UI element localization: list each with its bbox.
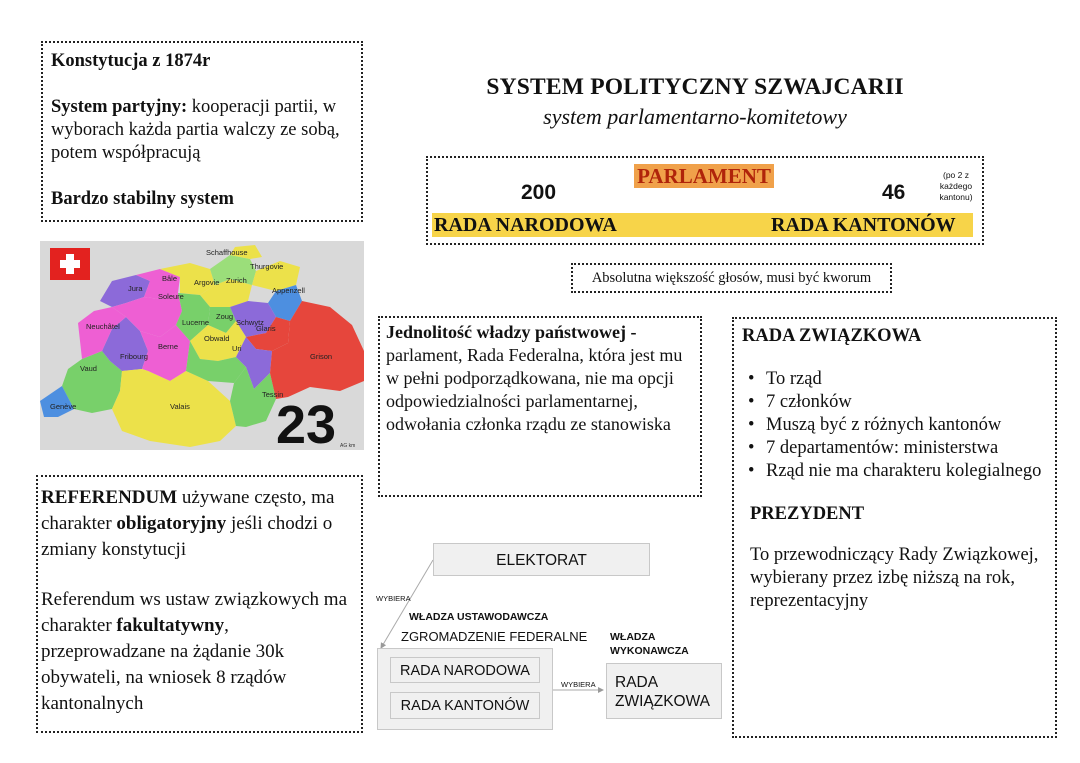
unity-heading: Jednolitość władzy państwowej -	[386, 322, 637, 342]
party-system-label: System partyjny:	[51, 97, 188, 117]
council-of-states-note: (po 2 z każdego kantonu)	[939, 170, 973, 202]
canton-label: Fribourg	[120, 352, 148, 361]
canton-label: Obwald	[204, 334, 230, 343]
canton-label: Schwytz	[236, 318, 264, 327]
federal-council-diagram-box	[606, 663, 722, 719]
electorate-box: ELEKTORAT	[433, 543, 650, 576]
executive-label-line: WŁADZA	[610, 631, 656, 643]
canton-label: Bâle	[162, 274, 178, 283]
referendum-text: używane często, ma charakter	[41, 487, 335, 534]
canton-label: Glaris	[256, 324, 276, 333]
federal-council-line: ZWIĄZKOWA	[615, 693, 710, 710]
elects-label: WYBIERA	[376, 594, 411, 603]
party-system-text: kooperacji partii, w wyborach każda partia walczy ze sobą, potem współpracują	[51, 97, 340, 163]
canton-label: Neuchâtel	[86, 322, 120, 331]
president-heading: PREZYDENT	[750, 504, 865, 524]
parliament-label: PARLAMENT	[634, 164, 774, 188]
national-council-label: RADA NARODOWA	[434, 214, 617, 236]
referendum-text: Referendum ws ustaw związkowych ma charakter	[41, 589, 348, 636]
canton-label: Vaud	[80, 364, 97, 373]
elects-label: WYBIERA	[561, 680, 596, 689]
map-credit: AG km	[340, 443, 356, 449]
referendum-obligatory: obligatoryjny	[116, 513, 227, 534]
canton-label: Genève	[50, 402, 77, 411]
constitution-heading: Konstytucja z 1874r	[51, 51, 211, 71]
page-title: SYSTEM POLITYCZNY SZWAJCARII	[486, 74, 904, 100]
council-of-states-seats: 46	[882, 181, 906, 204]
canton-count: 23	[276, 395, 337, 450]
executive-label-line: WYKONAWCZA	[610, 645, 689, 657]
canton-label: Zurich	[226, 276, 247, 285]
list-item: • 7 departamentów: ministerstwa	[760, 437, 1047, 460]
canton-label: Grison	[310, 352, 333, 361]
canton-label: Thurgovie	[250, 262, 284, 271]
majority-note: Absolutna większość głosów, musi być kworum	[571, 263, 892, 293]
canton-label: Soleure	[158, 292, 184, 301]
list-item: • Rząd nie ma charakteru kolegialnego	[760, 460, 1047, 483]
canton-label: Argovie	[194, 278, 220, 287]
referendum-optional: fakultatywny	[116, 615, 225, 636]
national-council-seats: 200	[521, 181, 557, 204]
legislative-label: WŁADZA USTAWODAWCZA	[409, 611, 549, 623]
canton-label: Valais	[170, 402, 190, 411]
canton-label: Uri	[232, 344, 242, 353]
federal-council-heading: RADA ZWIĄZKOWA	[742, 326, 922, 346]
canton-label: Berne	[158, 342, 179, 351]
canton-label: Lucerne	[182, 318, 210, 327]
list-item: • Muszą być z różnych kantonów	[760, 414, 1047, 437]
referendum-heading: REFERENDUM	[41, 487, 178, 508]
canton-label: Jura	[128, 284, 143, 293]
page-subtitle: system parlamentarno-komitetowy	[543, 104, 847, 129]
unity-text: parlament, Rada Federalna, która jest mu w pełni podporządkowana, nie ma opcji odpowiedzialności parlamentarnej, odwołania członka rządu ze stanowiska	[386, 345, 683, 434]
federal-assembly-label: ZGROMADZENIE FEDERALNE	[401, 629, 588, 644]
list-item: • 7 członków	[760, 391, 1047, 414]
canton-label: Tessin	[262, 390, 284, 399]
referendum-text: , przeprowadzane na żądanie 30k obywateli, na wniosek 8 rządów kantonalnych	[41, 615, 287, 714]
president-text: To przewodniczący Rady Związkowej, wybierany przez izbę niższą na rok, reprezentacyjny	[750, 545, 1039, 611]
canton-label: Zoug	[216, 312, 234, 321]
executive-label	[610, 630, 689, 658]
referendum-text: jeśli chodzi o zmiany konstytucji	[41, 513, 333, 560]
canton-label: Appenzell	[272, 286, 305, 295]
national-council-box: RADA NARODOWA	[390, 657, 540, 683]
federal-council-line: RADA	[615, 674, 659, 691]
council-of-states-label: RADA KANTONÓW	[771, 214, 956, 236]
canton-label: Schaffhouse	[206, 248, 248, 257]
stable-system-text: Bardzo stabilny system	[51, 189, 234, 209]
council-of-states-box: RADA KANTONÓW	[390, 692, 540, 719]
list-item: • To rząd	[760, 368, 1047, 391]
